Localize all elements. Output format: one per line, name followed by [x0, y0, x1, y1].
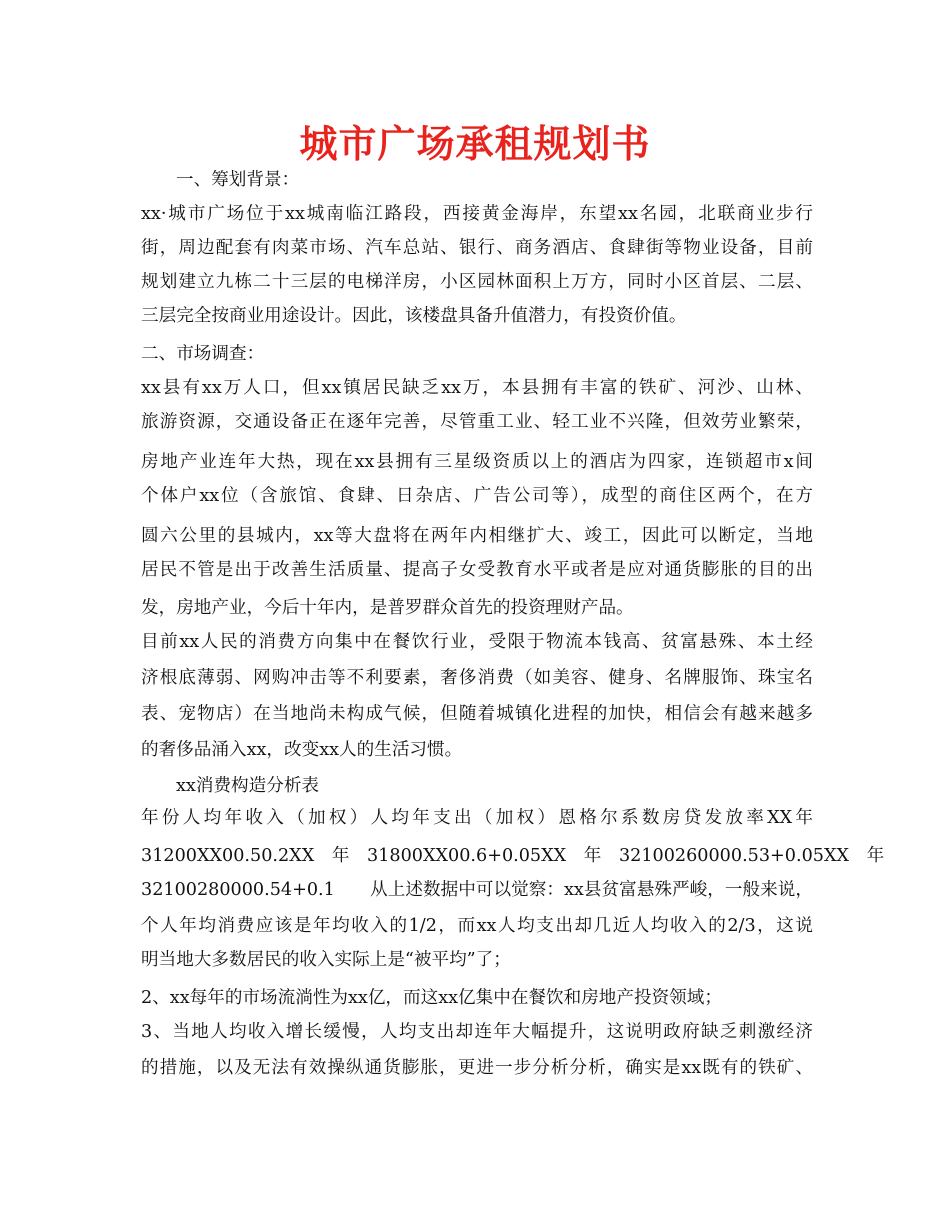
paragraph-line: 的措施，以及无法有效操纵通货膨胀，更进一步分析分析，确实是xx既有的铁矿、 — [141, 1058, 813, 1078]
paragraph-line: 旅游资源，交通设备正在逐年完善，尽管重工业、轻工业不兴隆，但效劳业繁荣， — [141, 412, 813, 432]
paragraph-line: 圆六公里的县城内，xx等大盘将在两年内相继扩大、竣工，因此可以断定，当地 — [141, 526, 813, 546]
paragraph-line: 济根底薄弱、网购冲击等不利要素，奢侈消费（如美容、健身、名牌服饰、珠宝名 — [141, 668, 813, 688]
paragraph-line: 个人年均消费应该是年均收入的1/2，而xx人均支出却几近人均收入的2/3，这说 — [141, 916, 813, 936]
paragraph-line: 的奢侈品涌入xx，改变xx人的生活习惯。 — [141, 740, 463, 760]
paragraph-line: 32100280000.54+0.1 从上述数据中可以觉察：xx县贫富悬殊严峻，一般来说， — [141, 880, 813, 900]
paragraph-line: xx·城市广场位于xx城南临江路段，西接黄金海岸，东望xx名园，北联商业步行 — [141, 204, 813, 224]
paragraph-line: 明当地大多数居民的收入实际上是“被平均”了； — [141, 950, 511, 970]
section-heading-background: 一、筹划背景： — [176, 170, 300, 190]
paragraph-line: 街，周边配套有肉菜市场、汽车总站、银行、商务酒店、食肆街等物业设备，目前 — [141, 238, 813, 258]
paragraph-line: 目前xx人民的消费方向集中在餐饮行业，受限于物流本钱高、贫富悬殊、本土经 — [141, 632, 813, 652]
paragraph-line: 规划建立九栋二十三层的电梯洋房，小区园林面积上万方，同时小区首层、二层、 — [141, 272, 813, 292]
paragraph-line: xx县有xx万人口，但xx镇居民缺乏xx万，本县拥有丰富的铁矿、河沙、山林、 — [141, 378, 813, 398]
paragraph-line: 发，房地产业，今后十年内，是普罗群众首先的投资理财产品。 — [141, 598, 634, 618]
paragraph-line: 房地产业连年大热，现在xx县拥有三星级资质以上的酒店为四家，连锁超市x间 — [141, 452, 813, 472]
table-data-line: 31200XX00.50.2XX 年 31800XX00.6+0.05XX 年 32100260000.53+0.05XX 年 — [141, 846, 885, 866]
paragraph-line: 个体户xx位（含旅馆、食肆、日杂店、广告公司等），成型的商住区两个，在方 — [141, 486, 813, 506]
document-title: 城市广场承租规划书 — [299, 122, 651, 166]
list-item-2: 2、xx每年的市场流淌性为xx亿，而这xx亿集中在餐饮和房地产投资领域； — [141, 988, 722, 1008]
table-header-line: 年份人均年收入（加权）人均年支出（加权）恩格尔系数房贷发放率XX年 — [141, 808, 813, 828]
paragraph-line: 三层完全按商业用途设计。因此，该楼盘具备升值潜力，有投资价值。 — [141, 306, 687, 326]
paragraph-line: 表、宠物店）在当地尚未构成气候，但随着城镇化进程的加快，相信会有越来越多 — [141, 704, 813, 724]
table-caption: xx消费构造分析表 — [176, 776, 320, 796]
paragraph-line: 居民不管是出于改善生活质量、提高子女受教育水平或者是应对通货膨胀的目的出 — [141, 560, 813, 580]
section-heading-market: 二、市场调查： — [141, 344, 265, 364]
list-item-3: 3、当地人均收入增长缓慢，人均支出却连年大幅提升，这说明政府缺乏刺激经济 — [141, 1022, 813, 1042]
